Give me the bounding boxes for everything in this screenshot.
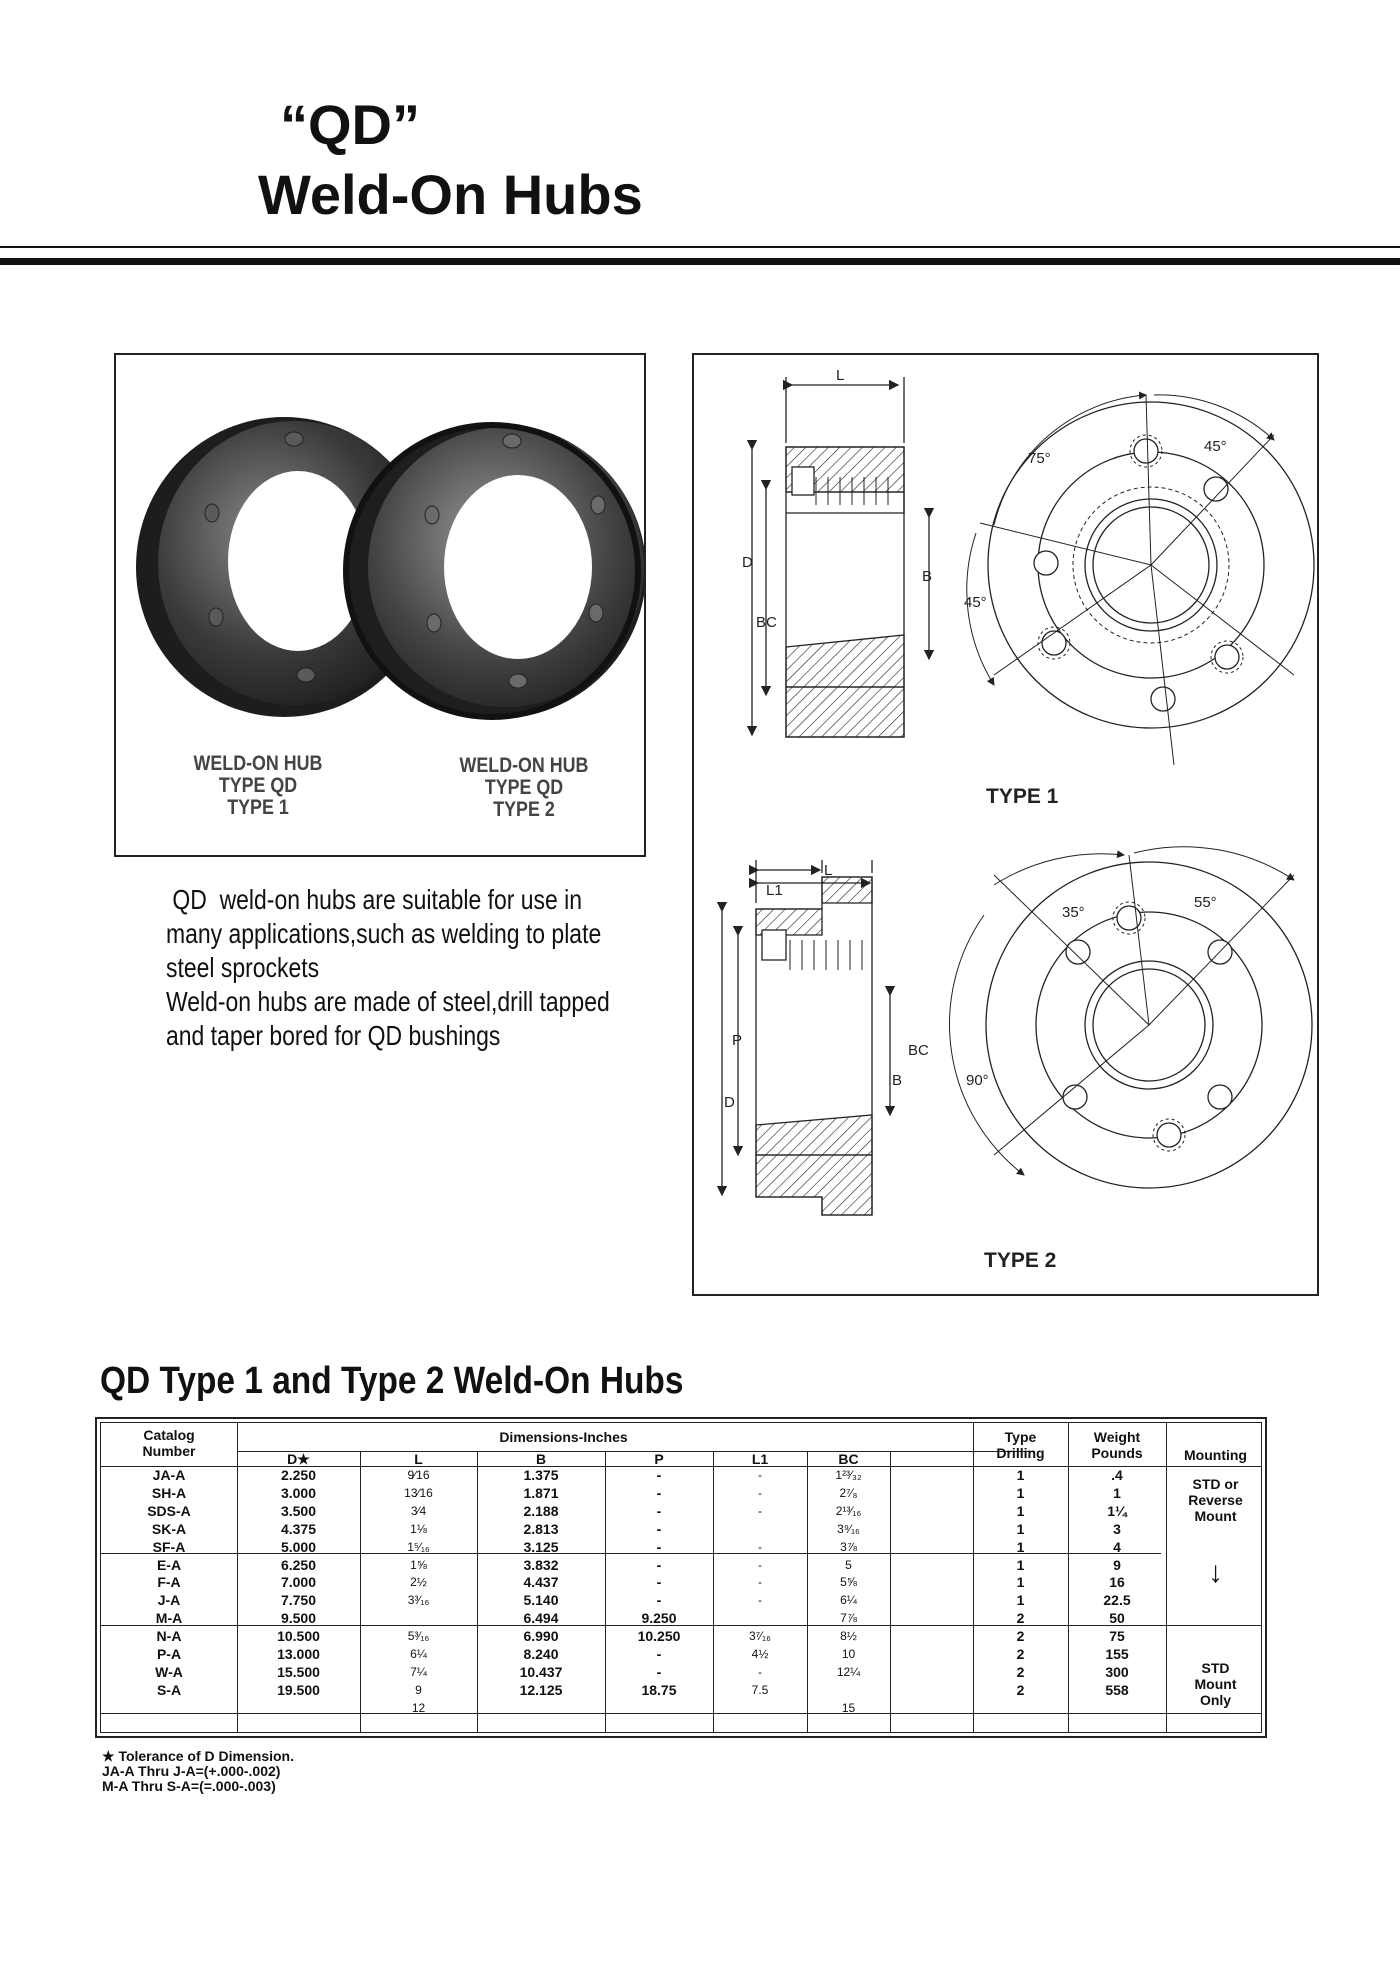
table-cell: 3⅞ — [840, 1539, 857, 1554]
header-weight — [1068, 1429, 1166, 1461]
table-cell: 9 — [415, 1682, 422, 1697]
photo-caption-type-1 — [173, 753, 343, 819]
table-cell: 5⅝ — [840, 1575, 857, 1590]
table-cell: 6.990 — [523, 1628, 559, 1645]
table-cell — [101, 1700, 237, 1718]
table-cell: 1⅝ — [410, 1557, 427, 1572]
table-cell: 75 — [1109, 1628, 1125, 1645]
table-cell: - — [758, 1664, 762, 1679]
dim-label-l: L — [824, 862, 833, 879]
table-cell: 300 — [1105, 1663, 1129, 1680]
table-cell: 9 — [1113, 1556, 1121, 1573]
table-cell: 2¹³⁄₁₆ — [835, 1503, 862, 1518]
table-cell: 3 — [1113, 1520, 1121, 1537]
table-cell: 7⅞ — [840, 1611, 857, 1626]
header-text: Pounds — [1091, 1445, 1143, 1461]
table-cell: 1⅛ — [410, 1521, 427, 1536]
dim-label-p: P — [732, 1032, 743, 1049]
column-type-drilling — [973, 1467, 1068, 1718]
table-cell: 3.832 — [523, 1556, 559, 1573]
table-cell: 5.140 — [523, 1592, 559, 1609]
table-cell: 2.250 — [280, 1467, 317, 1483]
type-2-label: TYPE 2 — [984, 1249, 1057, 1272]
page-title-qd: “QD” — [280, 93, 420, 156]
header-dimensions: Dimensions-Inches — [499, 1429, 628, 1445]
table-cell: W-A — [155, 1663, 183, 1680]
table-cell: 4 — [1113, 1538, 1121, 1555]
dim-label-d: D — [742, 554, 753, 571]
hub-cross-section-drawing — [694, 355, 1317, 1294]
table-cell: 10.437 — [519, 1663, 563, 1680]
table-cell: 6.250 — [280, 1556, 317, 1573]
column-catalog — [101, 1467, 237, 1718]
table-cell: 3⁹⁄₁₆ — [837, 1521, 860, 1536]
header-text: Drilling — [996, 1445, 1045, 1461]
mounting-text: STD or — [1192, 1476, 1239, 1492]
header-text: Number — [142, 1443, 196, 1459]
table-cell: 9⁄16 — [407, 1468, 430, 1482]
header-l1: L1 — [751, 1451, 769, 1467]
table-cell: 13.000 — [277, 1646, 320, 1663]
table-cell: - — [656, 1556, 662, 1573]
table-cell: 1.375 — [523, 1467, 559, 1483]
table-cell: 1 — [1016, 1574, 1025, 1591]
table-cell: 19.500 — [277, 1681, 320, 1698]
table-cell: J-A — [157, 1592, 181, 1609]
caption-line: TYPE 1 — [227, 796, 289, 819]
mounting-text: STD — [1201, 1660, 1230, 1676]
table-cell: 558 — [1105, 1681, 1129, 1698]
table-cell: 15 — [841, 1700, 856, 1715]
mounting-text: Mount — [1194, 1676, 1237, 1692]
header-text: Catalog — [143, 1427, 195, 1443]
dim-label-b: B — [922, 568, 933, 585]
table-cell: 13⁄16 — [404, 1485, 433, 1500]
footnote-line: ★ Tolerance of D Dimension. — [102, 1748, 294, 1764]
table-cell: 15.500 — [277, 1663, 320, 1680]
angle-label: 90° — [966, 1072, 989, 1089]
header-bc: BC — [838, 1451, 859, 1467]
table-cell: 7.5 — [751, 1682, 769, 1697]
table-cell: - — [758, 1593, 762, 1608]
dim-label-bc: BC — [756, 614, 777, 631]
table-cell — [237, 1700, 360, 1718]
table-cell: 2½ — [410, 1575, 427, 1590]
table-cell: 5.000 — [280, 1538, 317, 1555]
description-line: many applications,such as welding to plate — [166, 918, 602, 949]
table-cell: 10.500 — [277, 1628, 320, 1645]
table-cell: 155 — [1105, 1646, 1129, 1663]
table-cell: SDS-A — [147, 1502, 191, 1519]
table-cell: JA-A — [152, 1467, 186, 1483]
tolerance-footnote — [102, 1749, 294, 1794]
table-cell: 12¼ — [836, 1664, 861, 1679]
table-cell: 2.813 — [523, 1520, 559, 1537]
table-cell: 4.375 — [280, 1520, 317, 1537]
table-cell: SK-A — [151, 1520, 187, 1537]
mounting-std-or-reverse — [1166, 1476, 1265, 1524]
table-cell: 7¼ — [410, 1664, 427, 1679]
table-cell: 12.125 — [519, 1681, 563, 1698]
header-rule-thick — [0, 258, 1400, 265]
dim-label-bc: BC — [908, 1042, 929, 1059]
caption-line: TYPE 2 — [493, 798, 555, 821]
table-cell — [477, 1700, 605, 1718]
table-cell: 10 — [841, 1647, 856, 1662]
table-cell: 50 — [1109, 1610, 1125, 1627]
table-cell: 7.750 — [280, 1592, 317, 1609]
table-cell: 6¼ — [840, 1593, 857, 1608]
caption-line: TYPE QD — [484, 776, 564, 799]
table-title: QD Type 1 and Type 2 Weld-On Hubs — [100, 1360, 684, 1402]
table-cell: 1²³⁄₃₂ — [835, 1468, 862, 1482]
caption-line: WELD-ON HUB — [459, 754, 589, 777]
table-cell: 2 — [1016, 1628, 1025, 1645]
header-l: L — [414, 1451, 423, 1467]
table-cell: 18.75 — [641, 1681, 677, 1698]
table-cell: 6¼ — [410, 1647, 427, 1662]
table-cell: 3⁷⁄₁₆ — [749, 1629, 771, 1644]
table-cell: 1 — [1113, 1484, 1121, 1501]
photo-caption-type-2 — [439, 755, 609, 821]
dim-label-d: D — [724, 1094, 735, 1111]
caption-line: TYPE QD — [218, 774, 298, 797]
table-cell: - — [656, 1502, 662, 1519]
table-cell: SF-A — [152, 1538, 186, 1555]
table-cell: 2.188 — [523, 1502, 559, 1519]
table-cell: 3.125 — [523, 1538, 559, 1555]
table-cell: 9.500 — [280, 1610, 317, 1627]
table-cell: 7.000 — [280, 1574, 317, 1591]
table-cell: 1⁵⁄₁₆ — [407, 1539, 430, 1554]
table-cell — [713, 1700, 807, 1718]
table-cell: 4.437 — [523, 1574, 559, 1591]
table-cell: 1.871 — [523, 1484, 559, 1501]
angle-label: 55° — [1194, 894, 1217, 911]
table-cell: 3⁄4 — [410, 1503, 427, 1518]
table-cell: - — [656, 1574, 662, 1591]
angle-label: 35° — [1062, 904, 1085, 921]
column-bc — [807, 1467, 890, 1718]
table-cell: - — [656, 1467, 662, 1483]
table-cell: 1 — [1016, 1556, 1025, 1573]
table-cell: S-A — [156, 1681, 182, 1698]
dim-label-l: L — [836, 367, 845, 384]
mounting-text: Mount — [1194, 1508, 1237, 1524]
table-cell: - — [656, 1538, 662, 1555]
table-cell: 12 — [411, 1700, 426, 1715]
table-cell: - — [758, 1557, 762, 1572]
technical-drawing-panel — [692, 353, 1319, 1296]
table-cell: 16 — [1109, 1574, 1125, 1591]
header-catalog — [101, 1427, 237, 1459]
table-cell: 1 — [1016, 1484, 1025, 1501]
table-cell: 8½ — [840, 1629, 857, 1644]
table-cell: - — [656, 1646, 662, 1663]
header-type-drilling — [973, 1429, 1068, 1461]
table-cell — [1068, 1700, 1166, 1718]
product-photo-panel — [114, 353, 646, 857]
table-cell: 2 — [1016, 1646, 1025, 1663]
column-b — [477, 1467, 605, 1718]
table-cell: 6.494 — [523, 1610, 559, 1627]
mounting-text: Reverse — [1188, 1492, 1243, 1508]
header-p: P — [654, 1451, 664, 1467]
table-cell: 1¼ — [1107, 1502, 1127, 1519]
table-cell: 2 — [1016, 1663, 1025, 1680]
table-cell: 2⁷⁄₈ — [839, 1485, 858, 1500]
table-cell: - — [758, 1575, 762, 1590]
table-cell: 5³⁄₁₆ — [407, 1629, 430, 1644]
dim-label-l1: L1 — [766, 882, 783, 899]
footnote-line: M-A Thru S-A=(=.000-.003) — [102, 1778, 276, 1794]
table-cell: 3³⁄₁₆ — [407, 1593, 430, 1608]
table-cell: 3.000 — [280, 1484, 317, 1501]
header-mounting: Mounting — [1184, 1447, 1247, 1463]
table-cell: - — [656, 1520, 662, 1537]
arrow-down-icon: ↓ — [1208, 1556, 1223, 1589]
column-d — [237, 1467, 360, 1718]
page-title: Weld-On Hubs — [258, 163, 643, 226]
table-cell: - — [758, 1468, 762, 1482]
dim-label-b: B — [892, 1072, 903, 1089]
mounting-text: Only — [1199, 1692, 1232, 1708]
table-cell: 4½ — [751, 1647, 769, 1662]
table-cell: M-A — [155, 1610, 183, 1627]
table-cell: - — [758, 1503, 762, 1518]
type-1-label: TYPE 1 — [986, 785, 1059, 808]
column-l1 — [713, 1467, 807, 1718]
table-cell: N-A — [156, 1628, 182, 1645]
column-weight — [1068, 1467, 1166, 1718]
table-cell — [605, 1700, 713, 1718]
table-cell: - — [656, 1663, 662, 1680]
angle-label: 45° — [1204, 438, 1227, 455]
table-cell: 1 — [1016, 1467, 1025, 1483]
product-description — [166, 883, 610, 1053]
header-text: Type — [1004, 1429, 1037, 1445]
table-cell: 10.250 — [637, 1628, 681, 1645]
table-grid — [100, 1422, 1262, 1733]
column-l — [360, 1467, 477, 1718]
caption-line: WELD-ON HUB — [193, 752, 323, 775]
table-cell — [973, 1700, 1068, 1718]
table-cell: 9.250 — [641, 1610, 677, 1627]
header-text: Weight — [1093, 1429, 1141, 1445]
table-cell — [713, 1610, 807, 1628]
table-cell — [713, 1521, 807, 1539]
table-cell: E-A — [156, 1556, 182, 1573]
description-line: and taper bored for QD bushings — [166, 1020, 501, 1051]
table-cell — [807, 1682, 890, 1700]
table-cell: 5 — [845, 1557, 852, 1572]
specification-table — [95, 1417, 1267, 1738]
header-d: D★ — [287, 1451, 310, 1467]
footnote-line: JA-A Thru J-A=(+.000-.002) — [102, 1763, 281, 1779]
table-cell: - — [656, 1592, 662, 1609]
column-p — [605, 1467, 713, 1718]
description-line: QD weld-on hubs are suitable for use in — [166, 884, 583, 915]
description-line: steel sprockets — [166, 952, 320, 983]
table-cell: 1 — [1016, 1592, 1025, 1609]
table-cell: - — [758, 1539, 762, 1554]
table-cell: .4 — [1111, 1467, 1123, 1483]
header-b: B — [535, 1451, 547, 1467]
table-cell: - — [758, 1485, 762, 1500]
table-cell — [360, 1610, 477, 1628]
table-cell: SH-A — [151, 1484, 187, 1501]
angle-label: 45° — [964, 594, 987, 611]
table-cell: 2 — [1016, 1681, 1025, 1698]
table-cell: 1 — [1016, 1520, 1025, 1537]
description-line: Weld-on hubs are made of steel,drill tapped — [166, 986, 610, 1017]
mounting-std-only — [1166, 1660, 1265, 1708]
table-cell: F-A — [157, 1574, 181, 1591]
table-cell: 3.500 — [280, 1502, 317, 1519]
table-cell: 8.240 — [523, 1646, 559, 1663]
angle-label: 75° — [1028, 450, 1051, 467]
table-cell: - — [656, 1484, 662, 1501]
table-cell: 2 — [1016, 1610, 1025, 1627]
table-cell: P-A — [156, 1646, 182, 1663]
table-cell: 22.5 — [1103, 1592, 1131, 1609]
header-rule-thin — [0, 246, 1400, 248]
grid-line — [890, 1451, 891, 1732]
table-cell: 1 — [1016, 1502, 1025, 1519]
table-cell: 1 — [1016, 1538, 1025, 1555]
